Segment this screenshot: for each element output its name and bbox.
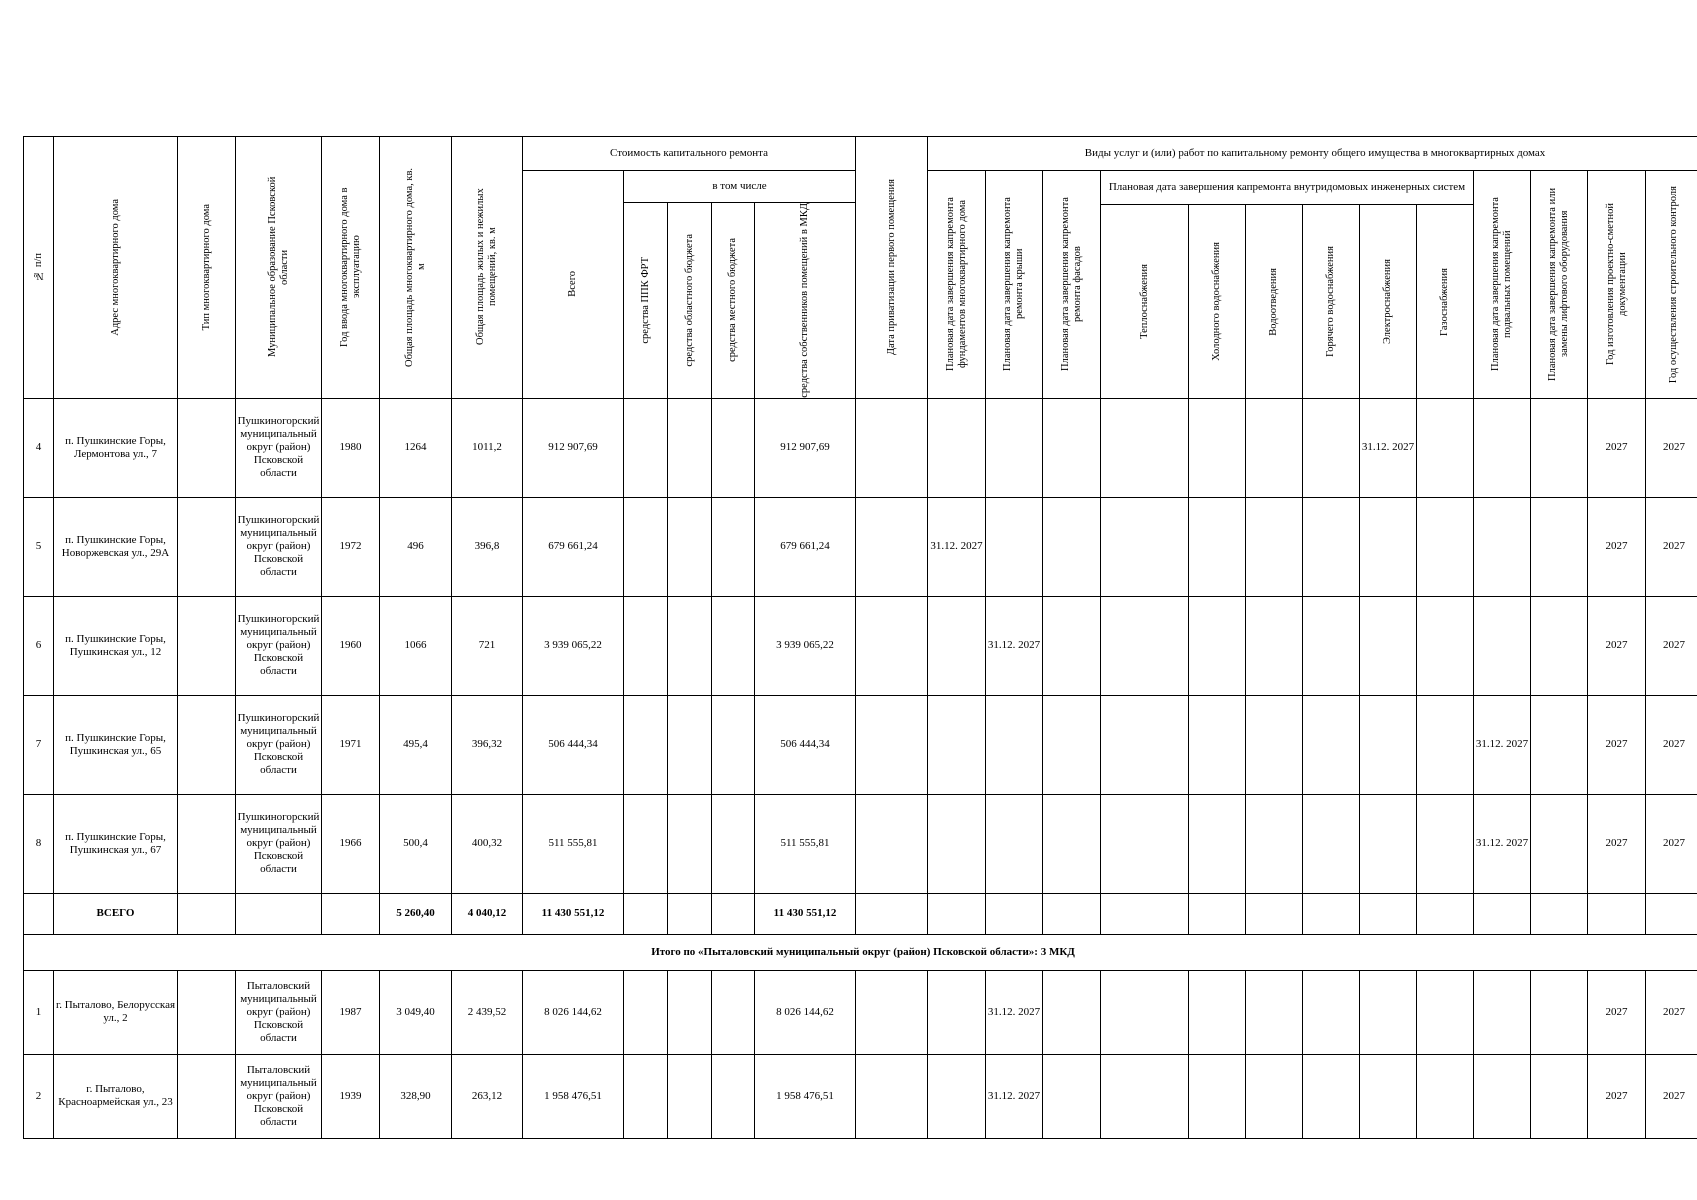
row-privatization	[856, 695, 928, 794]
row-drainage	[1246, 398, 1303, 497]
header-regional: средства областного бюджета	[668, 203, 712, 399]
row-gas	[1417, 596, 1474, 695]
row-cost-total: 1 958 476,51	[523, 1054, 624, 1138]
row-fund	[624, 497, 668, 596]
row-gas	[1417, 1054, 1474, 1138]
row-foundation	[928, 1054, 986, 1138]
row-control-year: 2027	[1646, 596, 1697, 695]
row-heating	[1101, 970, 1189, 1054]
total-empty-cell	[1101, 893, 1189, 934]
row-control-year: 2027	[1646, 1054, 1697, 1138]
row-hot-water	[1303, 497, 1360, 596]
header-facade: Плановая дата завершения капремонта ремонта фасадов	[1043, 171, 1101, 399]
total-fund	[624, 893, 668, 934]
row-address: п. Пушкинские Горы, Лермонтова ул., 7	[54, 398, 178, 497]
table-row	[24, 497, 1697, 596]
row-elevator	[1531, 596, 1588, 695]
row-basement	[1474, 1054, 1531, 1138]
header-cost-group: Стоимость капитального ремонта	[523, 137, 856, 171]
header-basement: Плановая дата завершения капремонта подвальных помещений	[1474, 171, 1531, 399]
row-roof	[986, 497, 1043, 596]
header-heating: Теплоснабжения	[1101, 205, 1189, 399]
row-regional	[668, 970, 712, 1054]
row-cold-water	[1189, 695, 1246, 794]
row-local	[712, 695, 755, 794]
row-municipality: Пушкиногорский муниципальный округ (район) Псковской области	[236, 596, 322, 695]
row-year-built: 1960	[322, 596, 380, 695]
row-fund	[624, 970, 668, 1054]
row-address: г. Пыталово, Красноармейская ул., 23	[54, 1054, 178, 1138]
row-regional	[668, 596, 712, 695]
row-roof: 31.12. 2027	[986, 596, 1043, 695]
header-num: № п/п	[24, 137, 54, 399]
total-empty-cell	[1246, 893, 1303, 934]
row-owners: 8 026 144,62	[755, 970, 856, 1054]
row-facade	[1043, 970, 1101, 1054]
row-heating	[1101, 398, 1189, 497]
row-basement: 31.12. 2027	[1474, 695, 1531, 794]
row-elevator	[1531, 970, 1588, 1054]
row-num: 7	[24, 695, 54, 794]
row-living-area: 396,8	[452, 497, 523, 596]
row-year-built: 1971	[322, 695, 380, 794]
section-title: Итого по «Пыталовский муниципальный округ (район) Псковской области»: 3 МКД	[24, 934, 1697, 970]
row-address: п. Пушкинские Горы, Пушкинская ул., 12	[54, 596, 178, 695]
row-design-year: 2027	[1588, 695, 1646, 794]
row-privatization	[856, 1054, 928, 1138]
header-privatization: Дата приватизации первого помещения	[856, 137, 928, 399]
row-electricity	[1360, 794, 1417, 893]
row-address: п. Пушкинские Горы, Пушкинская ул., 67	[54, 794, 178, 893]
row-house-type	[178, 497, 236, 596]
total-area: 5 260,40	[380, 893, 452, 934]
row-living-area: 263,12	[452, 1054, 523, 1138]
total-empty-cell	[856, 893, 928, 934]
row-living-area: 2 439,52	[452, 970, 523, 1054]
row-owners: 3 939 065,22	[755, 596, 856, 695]
row-total-area: 3 049,40	[380, 970, 452, 1054]
row-year-built: 1980	[322, 398, 380, 497]
row-cold-water	[1189, 398, 1246, 497]
row-design-year: 2027	[1588, 497, 1646, 596]
row-design-year: 2027	[1588, 794, 1646, 893]
header-control-year: Год осуществления строительного контроля	[1646, 171, 1697, 399]
row-drainage	[1246, 1054, 1303, 1138]
row-cost-total: 912 907,69	[523, 398, 624, 497]
row-foundation	[928, 970, 986, 1054]
header-row-1	[24, 137, 1697, 171]
row-hot-water	[1303, 398, 1360, 497]
header-works-group: Виды услуг и (или) работ по капитальному ремонту общего имущества в многоквартирных домах	[928, 137, 1697, 171]
header-drainage: Водоотведения	[1246, 205, 1303, 399]
row-drainage	[1246, 695, 1303, 794]
header-roof: Плановая дата завершения капремонта ремонта крыши	[986, 171, 1043, 399]
row-gas	[1417, 695, 1474, 794]
row-heating	[1101, 596, 1189, 695]
header-total: Всего	[523, 171, 624, 399]
row-heating	[1101, 794, 1189, 893]
table-row	[24, 794, 1697, 893]
row-address: п. Пушкинские Горы, Пушкинская ул., 65	[54, 695, 178, 794]
row-house-type	[178, 1054, 236, 1138]
row-living-area: 721	[452, 596, 523, 695]
row-elevator	[1531, 695, 1588, 794]
total-living: 4 040,12	[452, 893, 523, 934]
row-gas	[1417, 497, 1474, 596]
row-regional	[668, 794, 712, 893]
row-gas	[1417, 794, 1474, 893]
total-empty-cell	[1360, 893, 1417, 934]
row-living-area: 400,32	[452, 794, 523, 893]
row-num: 8	[24, 794, 54, 893]
total-empty-cell	[1417, 893, 1474, 934]
row-municipality: Пыталовский муниципальный округ (район) Псковской области	[236, 1054, 322, 1138]
row-drainage	[1246, 794, 1303, 893]
row-total-area: 496	[380, 497, 452, 596]
row-fund	[624, 794, 668, 893]
row-privatization	[856, 596, 928, 695]
row-privatization	[856, 970, 928, 1054]
row-local	[712, 794, 755, 893]
row-num: 5	[24, 497, 54, 596]
total-empty-cell	[1531, 893, 1588, 934]
row-drainage	[1246, 596, 1303, 695]
total-empty-cell	[928, 893, 986, 934]
table-row	[24, 398, 1697, 497]
header-house-type: Тип многоквартирного дома	[178, 137, 236, 399]
row-facade	[1043, 1054, 1101, 1138]
row-house-type	[178, 970, 236, 1054]
header-fund: средства ППК ФРТ	[624, 203, 668, 399]
total-num	[24, 893, 54, 934]
row-year-built: 1972	[322, 497, 380, 596]
repair-table	[23, 136, 1697, 1139]
row-municipality: Пушкиногорский муниципальный округ (район) Псковской области	[236, 695, 322, 794]
row-foundation	[928, 596, 986, 695]
row-local	[712, 497, 755, 596]
row-electricity: 31.12. 2027	[1360, 398, 1417, 497]
header-living-area: Общая площадь жилых и нежилых помещений, кв. м	[452, 137, 523, 399]
row-total-area: 1264	[380, 398, 452, 497]
row-gas	[1417, 398, 1474, 497]
row-elevator	[1531, 398, 1588, 497]
row-basement	[1474, 596, 1531, 695]
row-heating	[1101, 497, 1189, 596]
row-total-area: 328,90	[380, 1054, 452, 1138]
row-foundation: 31.12. 2027	[928, 497, 986, 596]
total-house-type	[178, 893, 236, 934]
row-elevator	[1531, 794, 1588, 893]
row-owners: 679 661,24	[755, 497, 856, 596]
row-total-area: 500,4	[380, 794, 452, 893]
row-privatization	[856, 398, 928, 497]
total-row	[24, 893, 1697, 934]
table-row	[24, 695, 1697, 794]
row-gas	[1417, 970, 1474, 1054]
table-row	[24, 970, 1697, 1054]
row-facade	[1043, 596, 1101, 695]
row-num: 4	[24, 398, 54, 497]
row-fund	[624, 398, 668, 497]
total-year	[322, 893, 380, 934]
row-local	[712, 398, 755, 497]
row-total-area: 495,4	[380, 695, 452, 794]
header-incl: в том числе	[624, 171, 856, 203]
total-empty-cell	[1646, 893, 1697, 934]
total-municipality	[236, 893, 322, 934]
row-cold-water	[1189, 497, 1246, 596]
row-hot-water	[1303, 794, 1360, 893]
row-cost-total: 511 555,81	[523, 794, 624, 893]
row-cost-total: 506 444,34	[523, 695, 624, 794]
table-row	[24, 596, 1697, 695]
row-num: 6	[24, 596, 54, 695]
header-gas: Газоснабжения	[1417, 205, 1474, 399]
row-owners: 511 555,81	[755, 794, 856, 893]
header-owners: средства собственников помещений в МКД	[755, 203, 856, 399]
header-total-area: Общая площадь многоквартирного дома, кв. м	[380, 137, 452, 399]
row-privatization	[856, 794, 928, 893]
row-regional	[668, 695, 712, 794]
header-electricity: Электроснабжения	[1360, 205, 1417, 399]
row-local	[712, 596, 755, 695]
row-facade	[1043, 497, 1101, 596]
row-design-year: 2027	[1588, 398, 1646, 497]
row-electricity	[1360, 497, 1417, 596]
row-cold-water	[1189, 596, 1246, 695]
row-facade	[1043, 398, 1101, 497]
row-regional	[668, 398, 712, 497]
section-row	[24, 934, 1697, 970]
row-living-area: 396,32	[452, 695, 523, 794]
row-heating	[1101, 1054, 1189, 1138]
row-drainage	[1246, 497, 1303, 596]
row-fund	[624, 596, 668, 695]
row-address: п. Пушкинские Горы, Новоржевская ул., 29А	[54, 497, 178, 596]
total-empty-cell	[1303, 893, 1360, 934]
header-municipality: Муниципальное образование Псковской области	[236, 137, 322, 399]
row-local	[712, 1054, 755, 1138]
row-municipality: Пушкиногорский муниципальный округ (район) Псковской области	[236, 497, 322, 596]
header-engineering-group: Плановая дата завершения капремонта внутридомовых инженерных систем	[1101, 171, 1474, 205]
row-electricity	[1360, 1054, 1417, 1138]
row-hot-water	[1303, 970, 1360, 1054]
row-house-type	[178, 398, 236, 497]
header-design-year: Год изготовления проектно-сметной документации	[1588, 171, 1646, 399]
row-total-area: 1066	[380, 596, 452, 695]
row-basement	[1474, 398, 1531, 497]
row-roof	[986, 695, 1043, 794]
row-privatization	[856, 497, 928, 596]
row-local	[712, 970, 755, 1054]
row-facade	[1043, 794, 1101, 893]
row-regional	[668, 497, 712, 596]
total-empty-cell	[1474, 893, 1531, 934]
row-municipality: Пушкиногорский муниципальный округ (район) Псковской области	[236, 794, 322, 893]
row-design-year: 2027	[1588, 1054, 1646, 1138]
row-address: г. Пыталово, Белорусская ул., 2	[54, 970, 178, 1054]
header-cold-water: Холодного водоснабжения	[1189, 205, 1246, 399]
total-empty-cell	[986, 893, 1043, 934]
row-year-built: 1966	[322, 794, 380, 893]
row-drainage	[1246, 970, 1303, 1054]
row-foundation	[928, 398, 986, 497]
header-address: Адрес многоквартирного дома	[54, 137, 178, 399]
row-foundation	[928, 695, 986, 794]
row-owners: 1 958 476,51	[755, 1054, 856, 1138]
header-elevator: Плановая дата завершения капремонта или замены лифтового оборудования	[1531, 171, 1588, 399]
row-year-built: 1987	[322, 970, 380, 1054]
row-electricity	[1360, 970, 1417, 1054]
row-control-year: 2027	[1646, 695, 1697, 794]
header-foundation: Плановая дата завершения капремонта фундаментов многоквартирного дома	[928, 171, 986, 399]
header-hot-water: Горячего водоснабжения	[1303, 205, 1360, 399]
row-basement	[1474, 970, 1531, 1054]
row-fund	[624, 1054, 668, 1138]
row-owners: 912 907,69	[755, 398, 856, 497]
row-cost-total: 679 661,24	[523, 497, 624, 596]
row-hot-water	[1303, 1054, 1360, 1138]
total-label: ВСЕГО	[54, 893, 178, 934]
row-year-built: 1939	[322, 1054, 380, 1138]
row-hot-water	[1303, 596, 1360, 695]
row-control-year: 2027	[1646, 970, 1697, 1054]
row-heating	[1101, 695, 1189, 794]
table-row	[24, 1054, 1697, 1138]
row-house-type	[178, 695, 236, 794]
row-basement	[1474, 497, 1531, 596]
row-municipality: Пыталовский муниципальный округ (район) Псковской области	[236, 970, 322, 1054]
row-hot-water	[1303, 695, 1360, 794]
row-elevator	[1531, 1054, 1588, 1138]
header-year-built: Год ввода многоквартирного дома в эксплуатацию	[322, 137, 380, 399]
row-control-year: 2027	[1646, 497, 1697, 596]
total-regional	[668, 893, 712, 934]
row-cold-water	[1189, 794, 1246, 893]
row-roof: 31.12. 2027	[986, 970, 1043, 1054]
row-cost-total: 8 026 144,62	[523, 970, 624, 1054]
row-house-type	[178, 794, 236, 893]
total-cost: 11 430 551,12	[523, 893, 624, 934]
row-facade	[1043, 695, 1101, 794]
row-regional	[668, 1054, 712, 1138]
row-roof: 31.12. 2027	[986, 1054, 1043, 1138]
total-owners: 11 430 551,12	[755, 893, 856, 934]
row-living-area: 1011,2	[452, 398, 523, 497]
row-foundation	[928, 794, 986, 893]
row-control-year: 2027	[1646, 794, 1697, 893]
total-empty-cell	[1189, 893, 1246, 934]
row-cold-water	[1189, 970, 1246, 1054]
row-basement: 31.12. 2027	[1474, 794, 1531, 893]
row-electricity	[1360, 695, 1417, 794]
row-cold-water	[1189, 1054, 1246, 1138]
row-owners: 506 444,34	[755, 695, 856, 794]
row-cost-total: 3 939 065,22	[523, 596, 624, 695]
header-local: средства местного бюджета	[712, 203, 755, 399]
row-control-year: 2027	[1646, 398, 1697, 497]
total-local	[712, 893, 755, 934]
row-municipality: Пушкиногорский муниципальный округ (район) Псковской области	[236, 398, 322, 497]
row-num: 1	[24, 970, 54, 1054]
row-roof	[986, 398, 1043, 497]
total-empty-cell	[1043, 893, 1101, 934]
row-num: 2	[24, 1054, 54, 1138]
row-elevator	[1531, 497, 1588, 596]
row-electricity	[1360, 596, 1417, 695]
row-design-year: 2027	[1588, 970, 1646, 1054]
total-empty-cell	[1588, 893, 1646, 934]
row-roof	[986, 794, 1043, 893]
row-design-year: 2027	[1588, 596, 1646, 695]
row-house-type	[178, 596, 236, 695]
row-fund	[624, 695, 668, 794]
